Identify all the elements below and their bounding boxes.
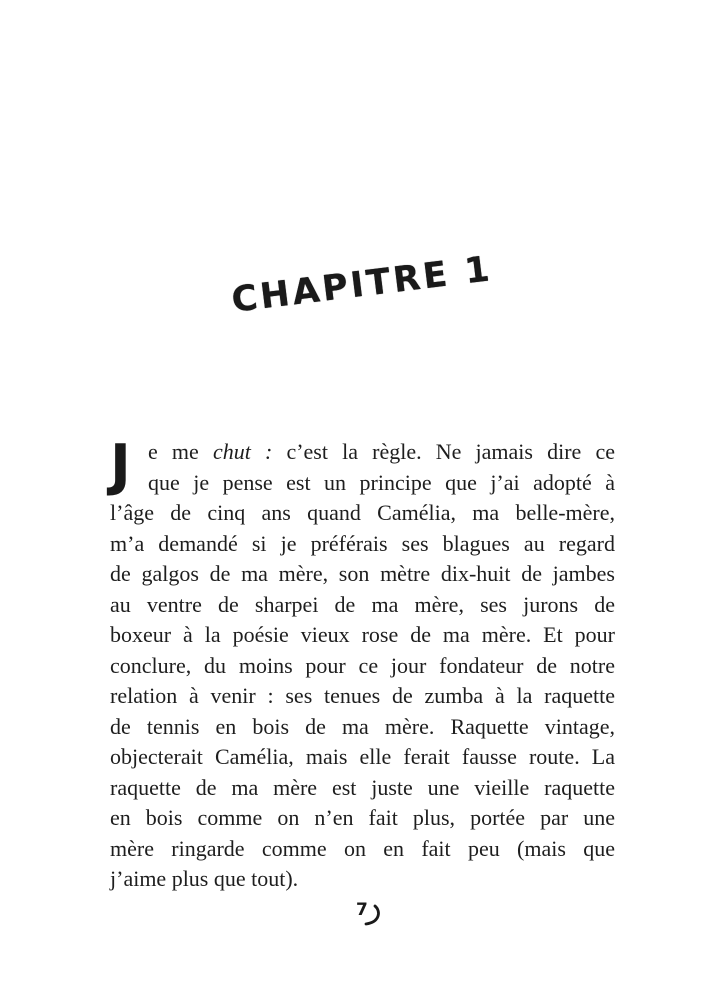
text-line: mère ringarde comme on en fait peu (mais que: [110, 835, 615, 861]
text-line: que je pense est un principe que j’ai adopté à: [148, 469, 615, 495]
text-line: conclure, du moins pour ce jour fondateur de notre: [110, 652, 615, 678]
text-line-start: e me: [148, 439, 213, 464]
text-line: [110, 437, 615, 468]
text-line: en bois comme on n’en fait plus, portée par une: [110, 805, 615, 830]
text-line: de galgos de ma mère, son mètre dix-huit de jambes: [110, 561, 615, 586]
page-number: 7: [356, 900, 368, 920]
text-line: raquette de ma mère est juste une vieille raquette: [110, 774, 615, 800]
text-line: objecterait Camélia, mais elle ferait fausse route. La: [110, 744, 615, 769]
italic-word: chut :: [212, 439, 273, 464]
page-number-swoosh-icon: [360, 902, 386, 928]
text-line: m’a demandé si je préférais ses blagues au regard: [110, 530, 615, 556]
text-line: boxeur à la poésie vieux rose de ma mère. Et pour: [110, 622, 615, 647]
text-line-rest: c’est la règle. Ne jamais dire ce: [272, 439, 616, 464]
text-line: l’âge de cinq ans quand Camélia, ma belle-mère,: [110, 500, 615, 525]
text-line: au ventre de sharpei de ma mère, ses jurons de: [110, 591, 615, 617]
text-line: de tennis en bois de ma mère. Raquette vintage,: [110, 713, 615, 739]
chapter-title: CHAPITRE 1: [229, 249, 495, 321]
body-text: [110, 433, 616, 895]
drop-cap: J: [110, 433, 131, 498]
text-line: j’aime plus que tout).: [110, 866, 299, 891]
text-line: relation à venir : ses tenues de zumba à la raquette: [110, 683, 615, 708]
